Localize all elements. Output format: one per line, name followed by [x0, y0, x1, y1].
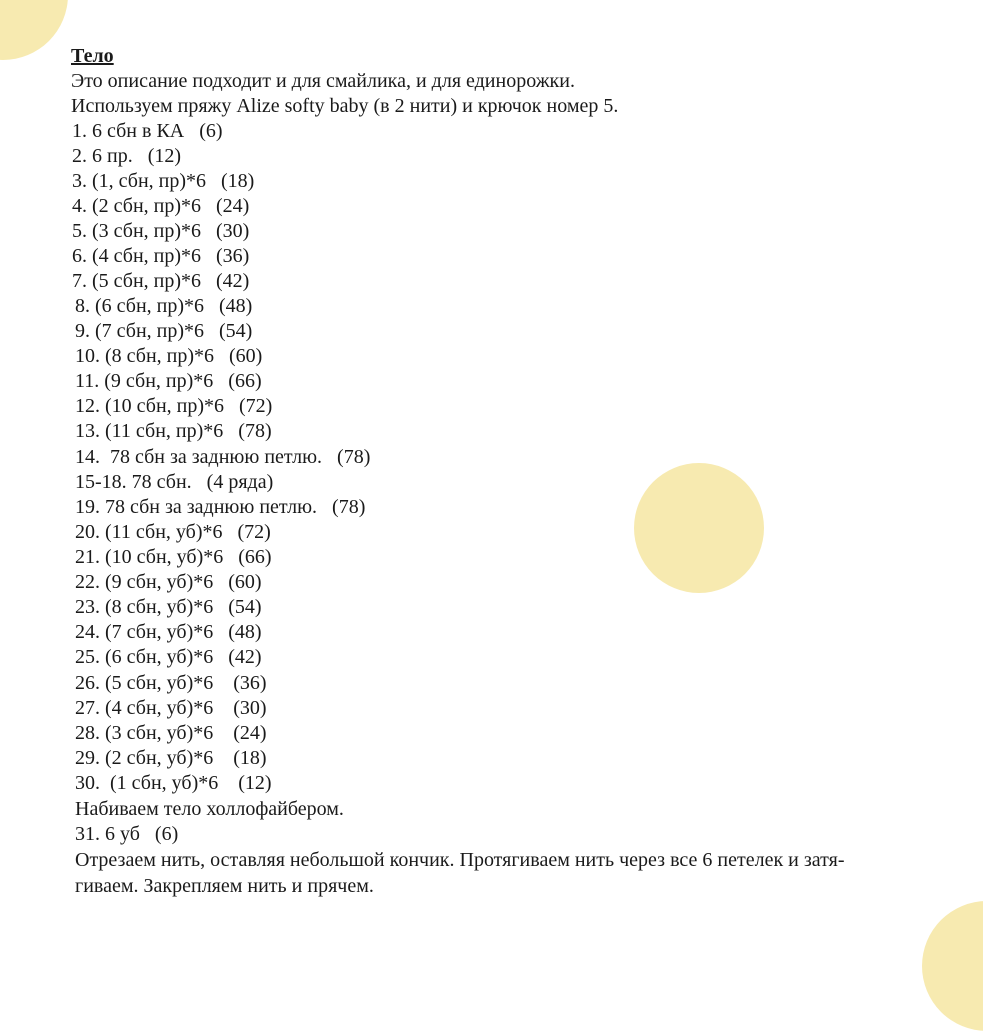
row-line: 4. (2 сбн, пр)*6 (24)	[72, 195, 250, 217]
row-line: 27. (4 сбн, уб)*6 (30)	[75, 697, 267, 719]
row-line: 10. (8 сбн, пр)*6 (60)	[75, 345, 263, 367]
row-line: 25. (6 сбн, уб)*6 (42)	[75, 646, 262, 668]
row-line: 11. (9 сбн, пр)*6 (66)	[75, 370, 262, 392]
row-line: 28. (3 сбн, уб)*6 (24)	[75, 722, 267, 744]
row-line: 15-18. 78 сбн. (4 ряда)	[75, 471, 274, 493]
row-line: 19. 78 сбн за заднюю петлю. (78)	[75, 496, 366, 518]
row-line: 20. (11 сбн, уб)*6 (72)	[75, 521, 271, 543]
row-line: 12. (10 сбн, пр)*6 (72)	[75, 395, 273, 417]
row-line: 7. (5 сбн, пр)*6 (42)	[72, 270, 250, 292]
final-row-line: 31. 6 уб (6)	[75, 823, 179, 845]
row-line: 26. (5 сбн, уб)*6 (36)	[75, 672, 267, 694]
ending-line: гиваем. Закрепляем нить и прячем.	[75, 875, 374, 897]
intro-line: Используем пряжу Alize softy baby (в 2 нити) и крючок номер 5.	[71, 95, 619, 117]
ending-line: Отрезаем нить, оставляя небольшой кончик. Протягиваем нить через все 6 петелек и затя-	[75, 849, 845, 871]
row-line: 29. (2 сбн, уб)*6 (18)	[75, 747, 267, 769]
row-line: 8. (6 сбн, пр)*6 (48)	[75, 295, 253, 317]
row-line: 2. 6 пр. (12)	[72, 145, 182, 167]
row-line: 13. (11 сбн, пр)*6 (78)	[75, 420, 272, 442]
intro-line: Это описание подходит и для смайлика, и для единорожки.	[71, 70, 575, 92]
section-title: Тело	[71, 45, 114, 67]
row-line: 30. (1 сбн, уб)*6 (12)	[75, 772, 272, 794]
row-line: 14. 78 сбн за заднюю петлю. (78)	[75, 446, 371, 468]
row-line: 23. (8 сбн, уб)*6 (54)	[75, 596, 262, 618]
stuffing-note: Набиваем тело холлофайбером.	[75, 798, 344, 820]
row-line: 6. (4 сбн, пр)*6 (36)	[72, 245, 250, 267]
row-line: 3. (1, сбн, пр)*6 (18)	[72, 170, 255, 192]
row-line: 5. (3 сбн, пр)*6 (30)	[72, 220, 250, 242]
row-line: 21. (10 сбн, уб)*6 (66)	[75, 546, 272, 568]
row-line: 1. 6 сбн в КА (6)	[72, 120, 223, 142]
row-line: 22. (9 сбн, уб)*6 (60)	[75, 571, 262, 593]
row-line: 9. (7 сбн, пр)*6 (54)	[75, 320, 253, 342]
row-line: 24. (7 сбн, уб)*6 (48)	[75, 621, 262, 643]
